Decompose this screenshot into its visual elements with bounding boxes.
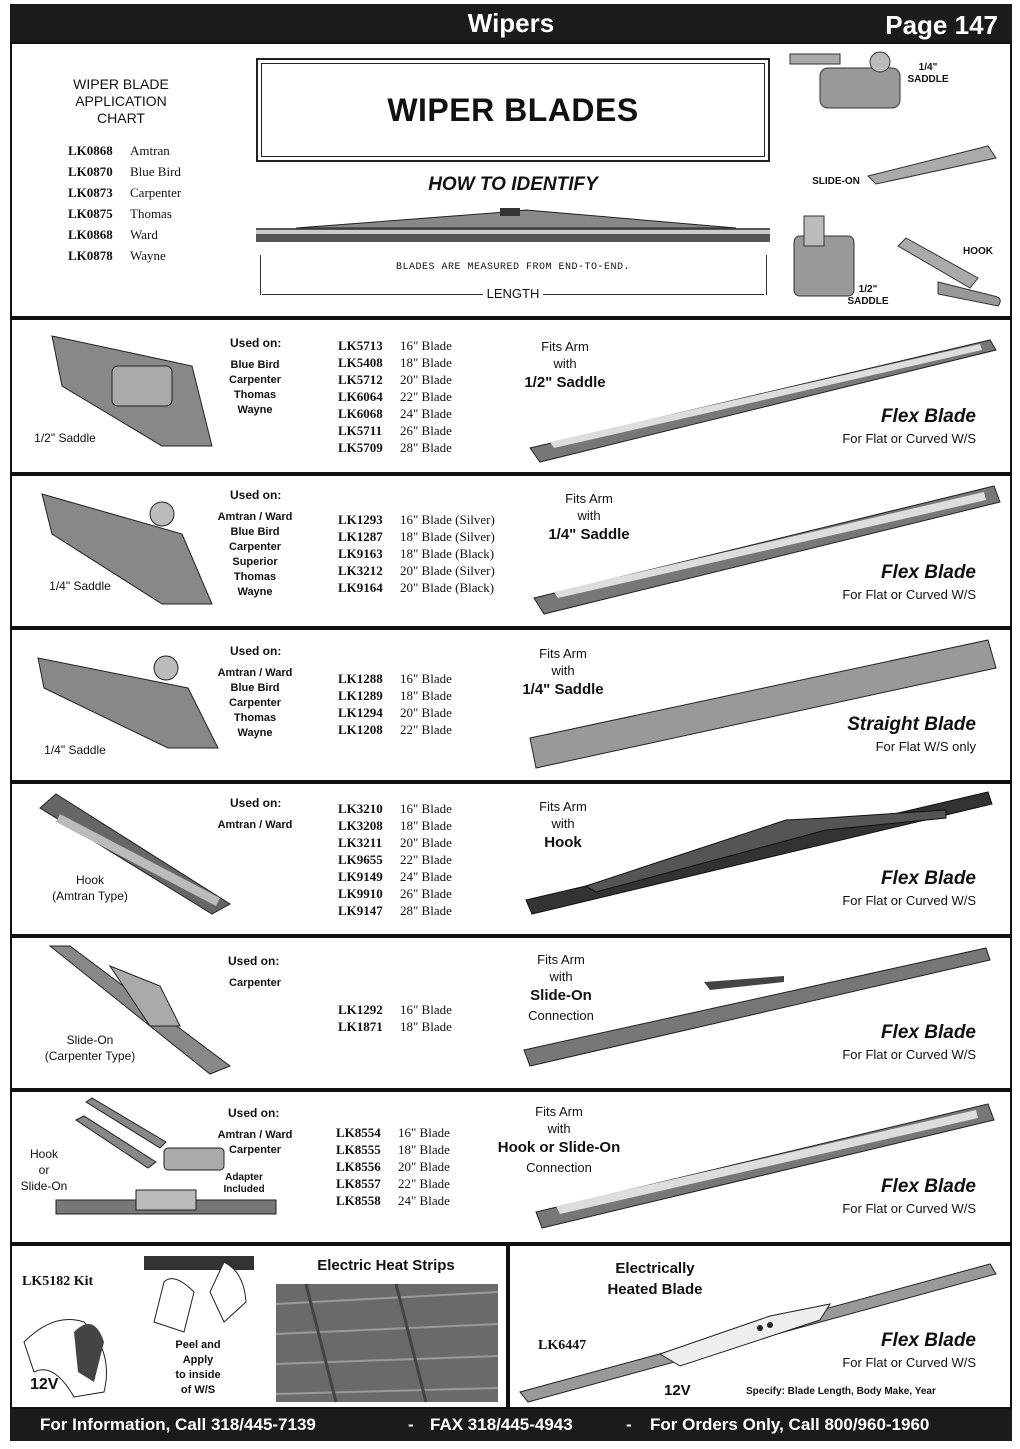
reference-blade-icon: [256, 204, 770, 246]
list-item: LK5712 20" Blade: [338, 372, 452, 387]
used-on-label: Used on:: [230, 796, 282, 810]
list-item: LK3211 20" Blade: [338, 835, 452, 850]
slide-on-icon: [868, 146, 998, 186]
list-item: LK1208 22" Blade: [338, 722, 452, 737]
part-list: [338, 337, 452, 456]
blade-type: Flex Blade For Flat or Curved W/S: [842, 406, 976, 446]
blade-type: Flex Blade For Flat or Curved W/S: [842, 562, 976, 602]
list-item: LK9910 26" Blade: [338, 886, 452, 901]
list-item: LK9163 18" Blade (Black): [338, 546, 495, 561]
list-item: LK1292 16" Blade: [338, 1002, 452, 1017]
heated-blade-code: LK6447: [538, 1338, 587, 1353]
list-item: LK8558 24" Blade: [336, 1193, 450, 1208]
flex-blade-icon: [530, 336, 1000, 466]
blade-type: Flex Blade For Flat or Curved W/S: [842, 1176, 976, 1216]
part-list: [338, 670, 452, 738]
list-item: LK0873 Carpenter: [68, 185, 182, 200]
quarter-saddle-label: 1/4" SADDLE: [907, 62, 949, 85]
measure-note: BLADES ARE MEASURED FROM END-TO-END.: [395, 262, 631, 273]
fits-arm: Fits Arm with 1/2" Saddle: [524, 339, 606, 391]
list-item: LK5713 16" Blade: [338, 338, 452, 353]
list-item: LK3210 16" Blade: [338, 801, 452, 816]
length-label: LENGTH: [258, 286, 768, 301]
list-item: LK9149 24" Blade: [338, 869, 452, 884]
application-chart: [68, 140, 181, 266]
connector-label: Hook or Slide-On: [20, 1147, 68, 1193]
specify-note: Specify: Blade Length, Body Make, Year: [746, 1386, 936, 1397]
list-item: LK0875 Thomas: [68, 206, 172, 221]
used-on-label: Used on:: [230, 644, 282, 658]
hook-label: HOOK: [963, 246, 993, 257]
connector-photo: [38, 638, 218, 748]
used-on-list: Blue Bird Carpenter Thomas Wayne: [229, 359, 281, 416]
heat-strip-photo: [276, 1284, 498, 1402]
list-item: LK9164 20" Blade (Black): [338, 580, 495, 595]
used-on-list: Amtran / Ward Blue Bird Carpenter Superior Thomas Wayne: [217, 511, 293, 598]
footer-separator: -: [626, 1415, 632, 1434]
adapter-label: Adapter Included: [223, 1172, 265, 1195]
fax-number: FAX 318/445-4943: [430, 1415, 573, 1434]
list-item: LK6064 22" Blade: [338, 389, 452, 404]
list-item: LK0878 Wayne: [68, 248, 166, 263]
list-item: LK9147 28" Blade: [338, 903, 452, 918]
fits-arm: Fits Arm with 1/4" Saddle: [522, 646, 604, 698]
part-list: [338, 800, 452, 919]
page-title: Wipers: [467, 8, 555, 38]
used-on-label: Used on:: [228, 1106, 280, 1120]
list-item: LK1288 16" Blade: [338, 671, 452, 686]
main-title: WIPER BLADES: [387, 92, 639, 128]
list-item: LK1871 18" Blade: [338, 1019, 452, 1034]
kit-voltage: 12V: [30, 1376, 59, 1393]
how-to-identify: HOW TO IDENTIFY: [428, 174, 598, 195]
connector-label: Slide-On (Carpenter Type): [44, 1033, 136, 1063]
heated-blade-voltage: 12V: [664, 1382, 691, 1399]
list-item: LK1287 18" Blade (Silver): [338, 529, 495, 544]
list-item: LK8556 20" Blade: [336, 1159, 450, 1174]
blade-type: Flex Blade For Flat or Curved W/S: [842, 1330, 976, 1370]
connector-photo: [42, 326, 212, 446]
page-number: Page 147: [885, 10, 998, 40]
heat-strips-title: Electric Heat Strips: [317, 1257, 455, 1274]
fits-arm: Fits Arm with Hook: [539, 799, 587, 851]
part-list: [338, 511, 495, 596]
list-item: LK5711 26" Blade: [338, 423, 452, 438]
blade-type: Flex Blade For Flat or Curved W/S: [842, 1022, 976, 1062]
list-item: LK9655 22" Blade: [338, 852, 452, 867]
orders-phone: For Orders Only, Call 800/960-1960: [650, 1415, 930, 1434]
info-phone: For Information, Call 318/445-7139: [40, 1415, 316, 1434]
list-item: LK8557 22" Blade: [336, 1176, 450, 1191]
adapter-photo: [56, 1102, 276, 1230]
part-list: [338, 1001, 452, 1035]
quarter-saddle-icon: [790, 48, 920, 128]
used-on-label: Used on:: [230, 488, 282, 502]
half-saddle-label: 1/2" SADDLE: [847, 284, 889, 307]
used-on-label: Used on:: [228, 954, 280, 968]
application-chart-title: WIPER BLADE APPLICATION CHART: [73, 76, 169, 126]
connector-label: Hook (Amtran Type): [52, 873, 128, 903]
list-item: LK5709 28" Blade: [338, 440, 452, 455]
used-on-list: Amtran / Ward Carpenter: [217, 1129, 293, 1156]
blade-type: Straight Blade For Flat W/S only: [847, 714, 976, 754]
list-item: LK0868 Ward: [68, 227, 158, 242]
used-on-label: Used on:: [230, 336, 282, 350]
blade-type: Flex Blade For Flat or Curved W/S: [842, 868, 976, 908]
main-title-box: [256, 58, 770, 162]
connector-label: 1/4" Saddle: [49, 579, 111, 593]
used-on-list: Carpenter: [229, 977, 281, 989]
list-item: LK8554 16" Blade: [336, 1125, 450, 1140]
fits-arm: Fits Arm with 1/4" Saddle: [548, 491, 630, 543]
list-item: LK0868 Amtran: [68, 143, 170, 158]
connector-label: 1/2" Saddle: [34, 431, 96, 445]
connector-label: 1/4" Saddle: [44, 743, 106, 757]
part-list: [336, 1124, 450, 1209]
list-item: LK5408 18" Blade: [338, 355, 452, 370]
fits-arm: Fits Arm with Slide-On Connection: [528, 952, 594, 1023]
list-item: LK1294 20" Blade: [338, 705, 452, 720]
heated-blade-title: Electrically Heated Blade: [607, 1260, 703, 1298]
kit-code: LK5182 Kit: [22, 1274, 94, 1289]
list-item: LK1293 16" Blade (Silver): [338, 512, 495, 527]
used-on-list: Amtran / Ward Blue Bird Carpenter Thomas Wayne: [217, 667, 293, 739]
list-item: LK8555 18" Blade: [336, 1142, 450, 1157]
contact-footer: [10, 1409, 1012, 1441]
footer-separator: -: [408, 1415, 414, 1434]
fits-arm: Fits Arm with Hook or Slide-On Connection: [497, 1104, 621, 1175]
list-item: LK3212 20" Blade (Silver): [338, 563, 495, 578]
page-header: [10, 4, 1012, 42]
apply-instructions: Peel and Apply to inside of W/S: [175, 1339, 221, 1396]
list-item: LK3208 18" Blade: [338, 818, 452, 833]
used-on-list: Amtran / Ward: [217, 819, 293, 831]
list-item: LK0870 Blue Bird: [68, 164, 181, 179]
list-item: LK1289 18" Blade: [338, 688, 452, 703]
list-item: LK6068 24" Blade: [338, 406, 452, 421]
slide-on-label: SLIDE-ON: [812, 176, 860, 187]
